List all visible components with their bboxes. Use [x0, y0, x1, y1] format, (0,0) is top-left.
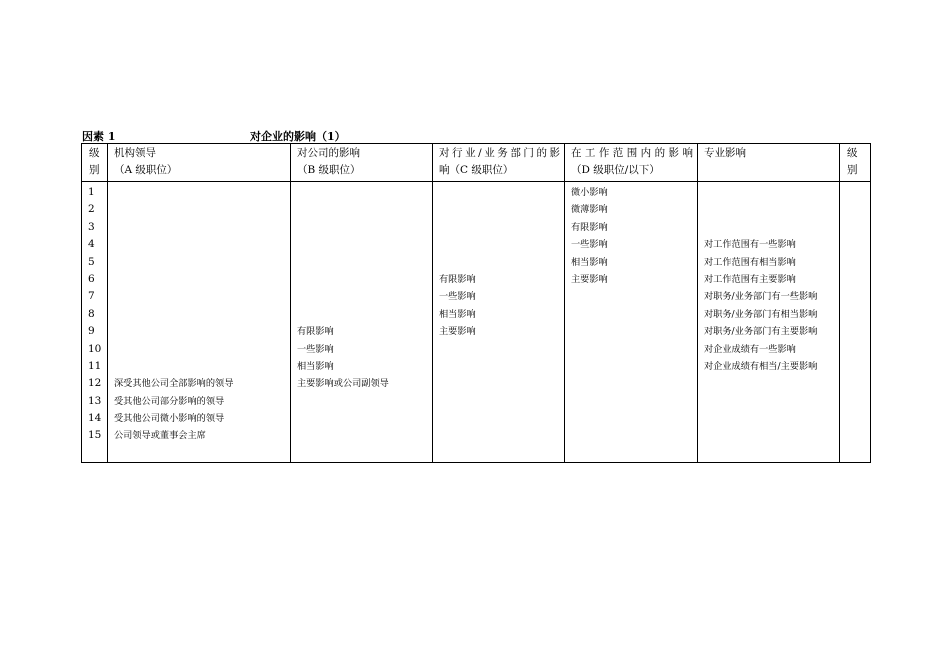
table-title: 对企业的影响（1）	[250, 130, 346, 143]
a-cell-1	[114, 184, 286, 201]
prof-cell-6: 对工作范围有主要影响	[704, 273, 796, 285]
c-cell-12	[439, 375, 560, 392]
b-cell-10: 一些影响	[297, 343, 334, 355]
c-cell-4	[439, 236, 560, 253]
b-cell-5	[297, 254, 428, 271]
a-cell-10	[114, 341, 286, 358]
header-row	[82, 144, 871, 182]
level-cell-6: 6	[88, 272, 95, 285]
prof-cell-7: 对职务/业务部门有一些影响	[704, 291, 818, 303]
d-cell-11	[571, 358, 693, 375]
column-b-cells	[291, 182, 433, 463]
b-cell-2	[297, 201, 428, 218]
level-cell-4: 4	[88, 238, 95, 251]
level-cell-1: 1	[88, 186, 95, 198]
level-cell-7: 7	[88, 290, 95, 303]
d-cell-9	[571, 323, 693, 340]
b-cell-6	[297, 271, 428, 288]
b-cell-3	[297, 219, 428, 236]
column-header-b: 对公司的影响 （B 级职位）	[291, 144, 433, 182]
column-header-c: 对行业/业务部门的影 响（C 级职位）	[433, 144, 565, 182]
d-cell-5: 相当影响	[571, 256, 608, 268]
c-cell-2	[439, 201, 560, 218]
level-cell-3: 3	[88, 220, 95, 233]
prof-cell-10: 对企业成绩有一些影响	[704, 343, 796, 355]
level-cell-11: 11	[88, 359, 102, 372]
a-cell-2	[114, 201, 286, 218]
a-cell-4	[114, 236, 286, 253]
level-cell-9: 9	[88, 325, 95, 338]
impact-level-table	[81, 143, 871, 463]
a-cell-14: 受其他公司微小影响的领导	[114, 413, 225, 425]
level-cell-5: 5	[88, 255, 95, 268]
prof-cell-4: 对工作范围有一些影响	[704, 239, 796, 251]
a-cell-6	[114, 271, 286, 288]
c-cell-8: 相当影响	[439, 308, 476, 320]
c-cell-10	[439, 341, 560, 358]
b-cell-12: 主要影响或公司副领导	[297, 378, 389, 390]
b-cell-13	[297, 393, 428, 410]
b-cell-1	[297, 184, 428, 201]
column-header-a: 机构领导 （A 级职位）	[108, 144, 291, 182]
d-cell-15	[571, 427, 693, 444]
column-prof-cells	[698, 182, 840, 463]
b-cell-4	[297, 236, 428, 253]
d-cell-8	[571, 306, 693, 323]
level-cell-14: 14	[88, 412, 102, 425]
prof-cell-8: 对职务/业务部门有相当影响	[704, 308, 818, 320]
c-cell-7: 一些影响	[439, 291, 476, 303]
b-cell-15	[297, 427, 428, 444]
b-cell-11: 相当影响	[297, 360, 334, 372]
level-cell-13: 13	[88, 394, 102, 407]
a-cell-8	[114, 306, 286, 323]
prof-cell-12	[704, 375, 835, 392]
b-cell-14	[297, 410, 428, 427]
d-cell-3: 有限影响	[571, 221, 608, 233]
a-cell-12: 深受其他公司全部影响的领导	[114, 378, 234, 390]
c-cell-1	[439, 184, 560, 201]
prof-cell-3	[704, 219, 835, 236]
prof-cell-13	[704, 393, 835, 410]
a-cell-3	[114, 219, 286, 236]
d-cell-1: 微小影响	[571, 187, 608, 198]
body-row	[82, 182, 871, 463]
document-header	[82, 128, 870, 144]
d-cell-6: 主要影响	[571, 273, 608, 285]
column-header-d: 在工作范围内的影响 （D 级职位/以下）	[565, 144, 698, 182]
d-cell-4: 一些影响	[571, 239, 608, 251]
column-header-level-left: 级 别	[82, 144, 108, 182]
a-cell-9	[114, 323, 286, 340]
level-cell-2: 2	[88, 203, 95, 216]
d-cell-13	[571, 393, 693, 410]
c-cell-14	[439, 410, 560, 427]
a-cell-15: 公司领导或董事会主席	[114, 430, 206, 442]
a-cell-5	[114, 254, 286, 271]
prof-cell-14	[704, 410, 835, 427]
prof-cell-1	[704, 184, 835, 201]
c-cell-11	[439, 358, 560, 375]
levels-column-right	[840, 182, 871, 463]
d-cell-12	[571, 375, 693, 392]
c-cell-3	[439, 219, 560, 236]
c-cell-9: 主要影响	[439, 326, 476, 338]
level-cell-12: 12	[88, 377, 102, 390]
d-cell-14	[571, 410, 693, 427]
c-cell-5	[439, 254, 560, 271]
column-header-level-right: 级 别	[840, 144, 871, 182]
c-cell-13	[439, 393, 560, 410]
column-c-cells	[433, 182, 565, 463]
level-cell-8: 8	[88, 307, 95, 320]
d-cell-7	[571, 288, 693, 305]
prof-cell-9: 对职务/业务部门有主要影响	[704, 326, 818, 338]
b-cell-7	[297, 288, 428, 305]
c-cell-15	[439, 427, 560, 444]
prof-cell-11: 对企业成绩有相当/主要影响	[704, 360, 818, 372]
b-cell-8	[297, 306, 428, 323]
prof-cell-15	[704, 427, 835, 444]
c-cell-6: 有限影响	[439, 273, 476, 285]
column-header-prof: 专业影响	[698, 144, 840, 182]
prof-cell-2	[704, 201, 835, 218]
d-cell-2: 微薄影响	[571, 204, 608, 216]
b-cell-9: 有限影响	[297, 326, 334, 338]
column-a-cells	[108, 182, 291, 463]
levels-column	[82, 182, 108, 463]
d-cell-10	[571, 341, 693, 358]
level-cell-15: 15	[88, 429, 102, 442]
a-cell-13: 受其他公司部分影响的领导	[114, 395, 225, 407]
column-d-cells	[565, 182, 698, 463]
prof-cell-5: 对工作范围有相当影响	[704, 256, 796, 268]
factor-label: 因素 1	[82, 130, 116, 143]
level-cell-10: 10	[88, 342, 102, 355]
a-cell-7	[114, 288, 286, 305]
a-cell-11	[114, 358, 286, 375]
